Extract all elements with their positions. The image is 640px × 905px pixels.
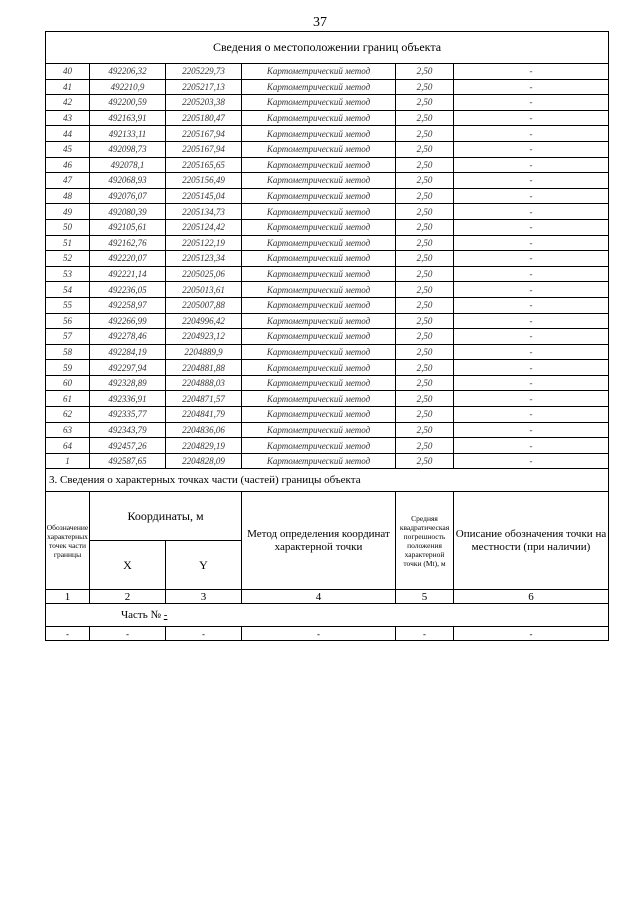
- point-number-cell: 59: [46, 360, 90, 376]
- mt-cell: 2,50: [396, 329, 454, 345]
- table-row: [46, 204, 609, 220]
- method-cell: Картометрический метод: [242, 391, 396, 407]
- description-cell: -: [454, 375, 609, 391]
- description-cell: -: [454, 329, 609, 345]
- description-cell: -: [454, 79, 609, 95]
- empty-part-row: [46, 627, 609, 641]
- mt-cell: 2,50: [396, 219, 454, 235]
- mt-cell: 2,50: [396, 453, 454, 469]
- mt-cell: 2,50: [396, 313, 454, 329]
- mt-cell: 2,50: [396, 422, 454, 438]
- part-label: Часть №: [121, 609, 161, 622]
- empty-cell: -: [46, 627, 90, 641]
- point-number-cell: 61: [46, 391, 90, 407]
- header-description: Описание обозначения точки на местности (при наличии): [454, 492, 609, 590]
- point-number-cell: 46: [46, 157, 90, 173]
- point-number-cell: 41: [46, 79, 90, 95]
- coord-y-cell: 2205156,49: [166, 173, 242, 189]
- point-number-cell: 45: [46, 141, 90, 157]
- point-number-cell: 48: [46, 188, 90, 204]
- description-cell: -: [454, 282, 609, 298]
- coord-y-cell: 2205013,61: [166, 282, 242, 298]
- table-row: [46, 235, 609, 251]
- column-numbers-row: [46, 590, 609, 604]
- table-row: [46, 313, 609, 329]
- description-cell: -: [454, 157, 609, 173]
- part-label-cell: [46, 604, 609, 627]
- point-number-cell: 62: [46, 407, 90, 423]
- coord-x-cell: 492105,61: [90, 219, 166, 235]
- table-row: [46, 407, 609, 423]
- coord-x-cell: 492236,05: [90, 282, 166, 298]
- point-number-cell: 43: [46, 110, 90, 126]
- method-cell: Картометрический метод: [242, 251, 396, 267]
- subsection-title-row: [46, 469, 609, 492]
- table-row: [46, 95, 609, 111]
- column-number: 3: [166, 590, 242, 604]
- coord-x-cell: 492457,26: [90, 438, 166, 454]
- empty-cell: -: [242, 627, 396, 641]
- coord-x-cell: 492221,14: [90, 266, 166, 282]
- coord-y-cell: 2204836,06: [166, 422, 242, 438]
- section-title-row: [46, 32, 609, 64]
- column-number: 5: [396, 590, 454, 604]
- point-number-cell: 52: [46, 251, 90, 267]
- point-number-cell: 47: [46, 173, 90, 189]
- coord-x-cell: 492098,73: [90, 141, 166, 157]
- mt-cell: 2,50: [396, 110, 454, 126]
- method-cell: Картометрический метод: [242, 219, 396, 235]
- method-cell: Картометрический метод: [242, 173, 396, 189]
- coord-y-cell: 2205122,19: [166, 235, 242, 251]
- coord-y-cell: 2205123,34: [166, 251, 242, 267]
- coord-x-cell: 492210,9: [90, 79, 166, 95]
- mt-cell: 2,50: [396, 282, 454, 298]
- method-cell: Картометрический метод: [242, 266, 396, 282]
- table-row: [46, 360, 609, 376]
- coord-x-cell: 492587,65: [90, 453, 166, 469]
- description-cell: -: [454, 313, 609, 329]
- method-cell: Картометрический метод: [242, 204, 396, 220]
- coord-y-cell: 2204829,19: [166, 438, 242, 454]
- mt-cell: 2,50: [396, 251, 454, 267]
- coord-x-cell: 492162,76: [90, 235, 166, 251]
- table-row: [46, 79, 609, 95]
- table-row: [46, 375, 609, 391]
- section-title: Сведения о местоположении границ объекта: [46, 32, 609, 64]
- point-number-cell: 60: [46, 375, 90, 391]
- coord-x-cell: 492328,89: [90, 375, 166, 391]
- coord-x-cell: 492078,1: [90, 157, 166, 173]
- point-number-cell: 53: [46, 266, 90, 282]
- coord-y-cell: 2205145,04: [166, 188, 242, 204]
- table-row: [46, 141, 609, 157]
- header-method: Метод определения координат характерной точки: [242, 492, 396, 590]
- point-number-cell: 40: [46, 64, 90, 80]
- coord-y-cell: 2204888,03: [166, 375, 242, 391]
- description-cell: -: [454, 141, 609, 157]
- table-row: [46, 297, 609, 313]
- column-number: 2: [90, 590, 166, 604]
- point-number-cell: 54: [46, 282, 90, 298]
- coord-y-cell: 2204828,09: [166, 453, 242, 469]
- method-cell: Картометрический метод: [242, 235, 396, 251]
- coord-y-cell: 2205165,65: [166, 157, 242, 173]
- method-cell: Картометрический метод: [242, 141, 396, 157]
- table-row: [46, 422, 609, 438]
- method-cell: Картометрический метод: [242, 64, 396, 80]
- description-cell: -: [454, 204, 609, 220]
- coord-y-cell: 2205217,13: [166, 79, 242, 95]
- page-number: 37: [313, 15, 327, 30]
- mt-cell: 2,50: [396, 157, 454, 173]
- coord-x-cell: 492206,32: [90, 64, 166, 80]
- description-cell: -: [454, 297, 609, 313]
- mt-cell: 2,50: [396, 79, 454, 95]
- coord-y-cell: 2205007,88: [166, 297, 242, 313]
- mt-cell: 2,50: [396, 266, 454, 282]
- empty-cell: -: [90, 627, 166, 641]
- method-cell: Картометрический метод: [242, 313, 396, 329]
- point-number-cell: 58: [46, 344, 90, 360]
- description-cell: -: [454, 188, 609, 204]
- table-row: [46, 266, 609, 282]
- description-cell: -: [454, 251, 609, 267]
- description-cell: -: [454, 219, 609, 235]
- coord-x-cell: 492220,07: [90, 251, 166, 267]
- table-row: [46, 110, 609, 126]
- header-y: Y: [166, 541, 242, 590]
- point-number-cell: 42: [46, 95, 90, 111]
- table-row: [46, 438, 609, 454]
- mt-cell: 2,50: [396, 188, 454, 204]
- point-number-cell: 49: [46, 204, 90, 220]
- description-cell: -: [454, 422, 609, 438]
- column-number: 4: [242, 590, 396, 604]
- coord-y-cell: 2205167,94: [166, 126, 242, 142]
- table-row: [46, 126, 609, 142]
- boundary-table: [45, 31, 609, 641]
- column-number: 6: [454, 590, 609, 604]
- coord-y-cell: 2205167,94: [166, 141, 242, 157]
- coord-x-cell: 492278,46: [90, 329, 166, 345]
- coord-y-cell: 2205229,73: [166, 64, 242, 80]
- header-x: X: [90, 541, 166, 590]
- mt-cell: 2,50: [396, 391, 454, 407]
- method-cell: Картометрический метод: [242, 344, 396, 360]
- coord-y-cell: 2205203,38: [166, 95, 242, 111]
- method-cell: Картометрический метод: [242, 95, 396, 111]
- coord-x-cell: 492284,19: [90, 344, 166, 360]
- mt-cell: 2,50: [396, 438, 454, 454]
- description-cell: -: [454, 266, 609, 282]
- coord-y-cell: 2205124,42: [166, 219, 242, 235]
- mt-cell: 2,50: [396, 360, 454, 376]
- coord-y-cell: 2204889,9: [166, 344, 242, 360]
- method-cell: Картометрический метод: [242, 422, 396, 438]
- coord-x-cell: 492080,39: [90, 204, 166, 220]
- method-cell: Картометрический метод: [242, 110, 396, 126]
- mt-cell: 2,50: [396, 95, 454, 111]
- part-row: [46, 604, 609, 627]
- method-cell: Картометрический метод: [242, 79, 396, 95]
- method-cell: Картометрический метод: [242, 126, 396, 142]
- table-row: [46, 282, 609, 298]
- mt-cell: 2,50: [396, 173, 454, 189]
- coord-x-cell: 492076,07: [90, 188, 166, 204]
- mt-cell: 2,50: [396, 126, 454, 142]
- coord-x-cell: 492336,91: [90, 391, 166, 407]
- point-number-cell: 1: [46, 453, 90, 469]
- table-row: [46, 453, 609, 469]
- description-cell: -: [454, 110, 609, 126]
- table-row: [46, 157, 609, 173]
- method-cell: Картометрический метод: [242, 157, 396, 173]
- coord-y-cell: 2204923,12: [166, 329, 242, 345]
- point-number-cell: 51: [46, 235, 90, 251]
- coord-y-cell: 2205180,47: [166, 110, 242, 126]
- coord-x-cell: 492266,99: [90, 313, 166, 329]
- coord-x-cell: 492200,59: [90, 95, 166, 111]
- point-number-cell: 57: [46, 329, 90, 345]
- coord-x-cell: 492068,93: [90, 173, 166, 189]
- header-designation: Обозначение характерных точек части границы: [46, 492, 90, 590]
- mt-cell: 2,50: [396, 235, 454, 251]
- method-cell: Картометрический метод: [242, 282, 396, 298]
- table-body: [46, 32, 609, 641]
- coord-x-cell: 492258,97: [90, 297, 166, 313]
- empty-cell: -: [454, 627, 609, 641]
- table-row: [46, 344, 609, 360]
- method-cell: Картометрический метод: [242, 329, 396, 345]
- coord-y-cell: 2204881,88: [166, 360, 242, 376]
- description-cell: -: [454, 407, 609, 423]
- coord-x-cell: 492297,94: [90, 360, 166, 376]
- description-cell: -: [454, 453, 609, 469]
- part-value: -: [163, 609, 168, 622]
- coord-x-cell: 492163,91: [90, 110, 166, 126]
- mt-cell: 2,50: [396, 375, 454, 391]
- point-number-cell: 63: [46, 422, 90, 438]
- description-cell: -: [454, 438, 609, 454]
- description-cell: -: [454, 64, 609, 80]
- header-mt: Средняя квадратическая погрешность положения характерной точки (Mt), м: [396, 492, 454, 590]
- coord-y-cell: 2205025,06: [166, 266, 242, 282]
- table-row: [46, 391, 609, 407]
- table-row: [46, 329, 609, 345]
- table-row: [46, 219, 609, 235]
- empty-cell: -: [396, 627, 454, 641]
- method-cell: Картометрический метод: [242, 297, 396, 313]
- description-cell: -: [454, 126, 609, 142]
- description-cell: -: [454, 173, 609, 189]
- coord-y-cell: 2204871,57: [166, 391, 242, 407]
- coord-y-cell: 2204841,79: [166, 407, 242, 423]
- point-number-cell: 56: [46, 313, 90, 329]
- method-cell: Картометрический метод: [242, 188, 396, 204]
- coord-x-cell: 492133,11: [90, 126, 166, 142]
- point-number-cell: 64: [46, 438, 90, 454]
- mt-cell: 2,50: [396, 141, 454, 157]
- table-row: [46, 64, 609, 80]
- description-cell: -: [454, 95, 609, 111]
- coord-x-cell: 492343,79: [90, 422, 166, 438]
- coord-x-cell: 492335,77: [90, 407, 166, 423]
- table-row: [46, 251, 609, 267]
- column-number: 1: [46, 590, 90, 604]
- coord-y-cell: 2204996,42: [166, 313, 242, 329]
- mt-cell: 2,50: [396, 204, 454, 220]
- header-row-1: [46, 492, 609, 541]
- description-cell: -: [454, 391, 609, 407]
- mt-cell: 2,50: [396, 407, 454, 423]
- method-cell: Картометрический метод: [242, 375, 396, 391]
- method-cell: Картометрический метод: [242, 453, 396, 469]
- mt-cell: 2,50: [396, 344, 454, 360]
- method-cell: Картометрический метод: [242, 438, 396, 454]
- empty-cell: -: [166, 627, 242, 641]
- point-number-cell: 50: [46, 219, 90, 235]
- table-row: [46, 173, 609, 189]
- subsection-title: 3. Сведения о характерных точках части (частей) границы объекта: [46, 469, 609, 492]
- mt-cell: 2,50: [396, 297, 454, 313]
- header-coordinates: Координаты, м: [90, 492, 242, 541]
- point-number-cell: 55: [46, 297, 90, 313]
- table-row: [46, 188, 609, 204]
- point-number-cell: 44: [46, 126, 90, 142]
- method-cell: Картометрический метод: [242, 407, 396, 423]
- method-cell: Картометрический метод: [242, 360, 396, 376]
- description-cell: -: [454, 235, 609, 251]
- coord-y-cell: 2205134,73: [166, 204, 242, 220]
- description-cell: -: [454, 360, 609, 376]
- mt-cell: 2,50: [396, 64, 454, 80]
- description-cell: -: [454, 344, 609, 360]
